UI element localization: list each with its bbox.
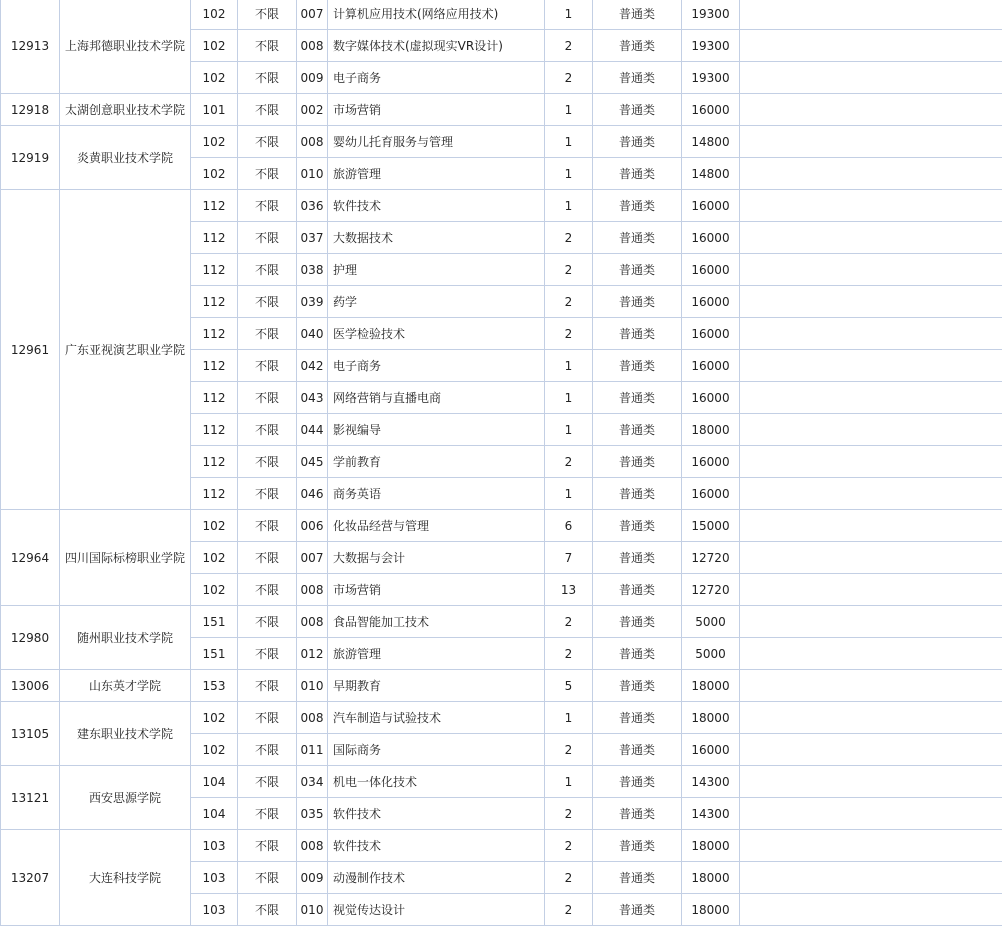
major-code-cell: 008 (297, 574, 328, 606)
major-name-cell: 婴幼儿托育服务与管理 (328, 126, 545, 158)
tuition-cell: 16000 (682, 382, 740, 414)
plan-count-cell: 1 (545, 94, 593, 126)
category-cell: 普通类 (593, 638, 682, 670)
empty-cell (740, 62, 1002, 94)
school-code-cell: 12964 (1, 510, 60, 606)
plan-count-cell: 2 (545, 222, 593, 254)
major-name-cell: 护理 (328, 254, 545, 286)
tuition-cell: 16000 (682, 350, 740, 382)
empty-cell (740, 286, 1002, 318)
category-cell: 普通类 (593, 574, 682, 606)
tuition-cell: 16000 (682, 318, 740, 350)
empty-cell (740, 318, 1002, 350)
category-cell: 普通类 (593, 0, 682, 30)
major-name-cell: 食品智能加工技术 (328, 606, 545, 638)
empty-cell (740, 894, 1002, 926)
school-code-cell: 12980 (1, 606, 60, 670)
major-name-cell: 机电一体化技术 (328, 766, 545, 798)
subject-requirement-cell: 不限 (238, 382, 297, 414)
major-name-cell: 电子商务 (328, 350, 545, 382)
school-name-cell: 广东亚视演艺职业学院 (60, 190, 191, 510)
plan-count-cell: 2 (545, 638, 593, 670)
category-cell: 普通类 (593, 414, 682, 446)
plan-count-cell: 2 (545, 446, 593, 478)
group-number-cell: 112 (191, 350, 238, 382)
major-name-cell: 医学检验技术 (328, 318, 545, 350)
plan-count-cell: 5 (545, 670, 593, 702)
group-number-cell: 112 (191, 446, 238, 478)
tuition-cell: 18000 (682, 862, 740, 894)
group-number-cell: 101 (191, 94, 238, 126)
group-number-cell: 103 (191, 830, 238, 862)
major-name-cell: 旅游管理 (328, 158, 545, 190)
major-code-cell: 007 (297, 0, 328, 30)
tuition-cell: 14300 (682, 798, 740, 830)
empty-cell (740, 222, 1002, 254)
subject-requirement-cell: 不限 (238, 30, 297, 62)
plan-count-cell: 2 (545, 830, 593, 862)
group-number-cell: 112 (191, 190, 238, 222)
category-cell: 普通类 (593, 222, 682, 254)
plan-count-cell: 1 (545, 0, 593, 30)
school-code-cell: 12913 (1, 0, 60, 94)
empty-cell (740, 862, 1002, 894)
group-number-cell: 102 (191, 30, 238, 62)
category-cell: 普通类 (593, 190, 682, 222)
major-name-cell: 化妆品经营与管理 (328, 510, 545, 542)
major-code-cell: 008 (297, 830, 328, 862)
empty-cell (740, 254, 1002, 286)
major-name-cell: 大数据与会计 (328, 542, 545, 574)
category-cell: 普通类 (593, 446, 682, 478)
empty-cell (740, 798, 1002, 830)
plan-count-cell: 2 (545, 606, 593, 638)
major-code-cell: 034 (297, 766, 328, 798)
empty-cell (740, 574, 1002, 606)
empty-cell (740, 382, 1002, 414)
plan-count-cell: 1 (545, 158, 593, 190)
category-cell: 普通类 (593, 670, 682, 702)
major-name-cell: 电子商务 (328, 62, 545, 94)
plan-count-cell: 1 (545, 702, 593, 734)
major-code-cell: 010 (297, 894, 328, 926)
major-code-cell: 010 (297, 158, 328, 190)
category-cell: 普通类 (593, 350, 682, 382)
major-code-cell: 007 (297, 542, 328, 574)
subject-requirement-cell: 不限 (238, 350, 297, 382)
table-row (1, 766, 1002, 798)
plan-count-cell: 6 (545, 510, 593, 542)
major-name-cell: 汽车制造与试验技术 (328, 702, 545, 734)
tuition-cell: 15000 (682, 510, 740, 542)
group-number-cell: 103 (191, 862, 238, 894)
major-code-cell: 002 (297, 94, 328, 126)
major-code-cell: 035 (297, 798, 328, 830)
major-name-cell: 市场营销 (328, 574, 545, 606)
table-row (1, 0, 1002, 30)
tuition-cell: 16000 (682, 286, 740, 318)
empty-cell (740, 830, 1002, 862)
category-cell: 普通类 (593, 862, 682, 894)
group-number-cell: 112 (191, 382, 238, 414)
major-code-cell: 046 (297, 478, 328, 510)
subject-requirement-cell: 不限 (238, 766, 297, 798)
major-name-cell: 药学 (328, 286, 545, 318)
major-name-cell: 软件技术 (328, 798, 545, 830)
category-cell: 普通类 (593, 158, 682, 190)
subject-requirement-cell: 不限 (238, 222, 297, 254)
plan-count-cell: 13 (545, 574, 593, 606)
empty-cell (740, 606, 1002, 638)
tuition-cell: 16000 (682, 94, 740, 126)
subject-requirement-cell: 不限 (238, 542, 297, 574)
major-code-cell: 008 (297, 606, 328, 638)
plan-count-cell: 2 (545, 62, 593, 94)
subject-requirement-cell: 不限 (238, 606, 297, 638)
major-code-cell: 039 (297, 286, 328, 318)
subject-requirement-cell: 不限 (238, 0, 297, 30)
major-code-cell: 043 (297, 382, 328, 414)
group-number-cell: 102 (191, 542, 238, 574)
subject-requirement-cell: 不限 (238, 414, 297, 446)
subject-requirement-cell: 不限 (238, 734, 297, 766)
major-name-cell: 数字媒体技术(虚拟现实VR设计) (328, 30, 545, 62)
major-code-cell: 008 (297, 30, 328, 62)
group-number-cell: 153 (191, 670, 238, 702)
category-cell: 普通类 (593, 478, 682, 510)
group-number-cell: 112 (191, 254, 238, 286)
school-name-cell: 太湖创意职业技术学院 (60, 94, 191, 126)
category-cell: 普通类 (593, 94, 682, 126)
empty-cell (740, 0, 1002, 30)
group-number-cell: 112 (191, 478, 238, 510)
category-cell: 普通类 (593, 286, 682, 318)
major-code-cell: 036 (297, 190, 328, 222)
subject-requirement-cell: 不限 (238, 894, 297, 926)
category-cell: 普通类 (593, 126, 682, 158)
major-code-cell: 009 (297, 862, 328, 894)
major-name-cell: 影视编导 (328, 414, 545, 446)
tuition-cell: 18000 (682, 830, 740, 862)
plan-count-cell: 2 (545, 734, 593, 766)
empty-cell (740, 510, 1002, 542)
major-code-cell: 045 (297, 446, 328, 478)
tuition-cell: 12720 (682, 574, 740, 606)
category-cell: 普通类 (593, 894, 682, 926)
subject-requirement-cell: 不限 (238, 670, 297, 702)
empty-cell (740, 670, 1002, 702)
major-name-cell: 商务英语 (328, 478, 545, 510)
category-cell: 普通类 (593, 702, 682, 734)
group-number-cell: 104 (191, 766, 238, 798)
group-number-cell: 102 (191, 0, 238, 30)
major-name-cell: 市场营销 (328, 94, 545, 126)
tuition-cell: 16000 (682, 478, 740, 510)
school-name-cell: 随州职业技术学院 (60, 606, 191, 670)
category-cell: 普通类 (593, 830, 682, 862)
empty-cell (740, 414, 1002, 446)
group-number-cell: 151 (191, 638, 238, 670)
major-name-cell: 旅游管理 (328, 638, 545, 670)
empty-cell (740, 350, 1002, 382)
school-name-cell: 上海邦德职业技术学院 (60, 0, 191, 94)
empty-cell (740, 702, 1002, 734)
major-code-cell: 011 (297, 734, 328, 766)
table-row (1, 510, 1002, 542)
category-cell: 普通类 (593, 30, 682, 62)
empty-cell (740, 446, 1002, 478)
group-number-cell: 102 (191, 158, 238, 190)
category-cell: 普通类 (593, 766, 682, 798)
tuition-cell: 14800 (682, 126, 740, 158)
school-code-cell: 12919 (1, 126, 60, 190)
tuition-cell: 5000 (682, 606, 740, 638)
major-code-cell: 042 (297, 350, 328, 382)
category-cell: 普通类 (593, 254, 682, 286)
school-name-cell: 建东职业技术学院 (60, 702, 191, 766)
empty-cell (740, 766, 1002, 798)
subject-requirement-cell: 不限 (238, 510, 297, 542)
major-name-cell: 学前教育 (328, 446, 545, 478)
table-row (1, 670, 1002, 702)
major-code-cell: 008 (297, 126, 328, 158)
group-number-cell: 102 (191, 574, 238, 606)
category-cell: 普通类 (593, 798, 682, 830)
major-code-cell: 006 (297, 510, 328, 542)
school-code-cell: 13006 (1, 670, 60, 702)
group-number-cell: 151 (191, 606, 238, 638)
group-number-cell: 102 (191, 126, 238, 158)
plan-count-cell: 2 (545, 286, 593, 318)
group-number-cell: 102 (191, 702, 238, 734)
school-name-cell: 四川国际标榜职业学院 (60, 510, 191, 606)
major-code-cell: 009 (297, 62, 328, 94)
tuition-cell: 16000 (682, 446, 740, 478)
tuition-cell: 19300 (682, 30, 740, 62)
tuition-cell: 5000 (682, 638, 740, 670)
group-number-cell: 103 (191, 894, 238, 926)
category-cell: 普通类 (593, 62, 682, 94)
major-name-cell: 软件技术 (328, 190, 545, 222)
major-name-cell: 早期教育 (328, 670, 545, 702)
subject-requirement-cell: 不限 (238, 126, 297, 158)
school-name-cell: 炎黄职业技术学院 (60, 126, 191, 190)
table-row (1, 126, 1002, 158)
plan-count-cell: 1 (545, 350, 593, 382)
school-code-cell: 13207 (1, 830, 60, 926)
tuition-cell: 12720 (682, 542, 740, 574)
table-row (1, 94, 1002, 126)
empty-cell (740, 126, 1002, 158)
major-name-cell: 计算机应用技术(网络应用技术) (328, 0, 545, 30)
group-number-cell: 102 (191, 62, 238, 94)
tuition-cell: 16000 (682, 734, 740, 766)
group-number-cell: 112 (191, 286, 238, 318)
tuition-cell: 18000 (682, 702, 740, 734)
tuition-cell: 18000 (682, 670, 740, 702)
subject-requirement-cell: 不限 (238, 830, 297, 862)
subject-requirement-cell: 不限 (238, 158, 297, 190)
plan-count-cell: 2 (545, 798, 593, 830)
table-row (1, 190, 1002, 222)
empty-cell (740, 638, 1002, 670)
subject-requirement-cell: 不限 (238, 190, 297, 222)
major-name-cell: 视觉传达设计 (328, 894, 545, 926)
plan-count-cell: 2 (545, 30, 593, 62)
category-cell: 普通类 (593, 382, 682, 414)
category-cell: 普通类 (593, 510, 682, 542)
empty-cell (740, 478, 1002, 510)
subject-requirement-cell: 不限 (238, 286, 297, 318)
major-name-cell: 软件技术 (328, 830, 545, 862)
category-cell: 普通类 (593, 318, 682, 350)
school-name-cell: 大连科技学院 (60, 830, 191, 926)
subject-requirement-cell: 不限 (238, 574, 297, 606)
empty-cell (740, 190, 1002, 222)
major-code-cell: 040 (297, 318, 328, 350)
school-code-cell: 13121 (1, 766, 60, 830)
school-code-cell: 12961 (1, 190, 60, 510)
group-number-cell: 112 (191, 222, 238, 254)
school-code-cell: 13105 (1, 702, 60, 766)
plan-count-cell: 7 (545, 542, 593, 574)
tuition-cell: 18000 (682, 894, 740, 926)
subject-requirement-cell: 不限 (238, 94, 297, 126)
plan-count-cell: 2 (545, 318, 593, 350)
empty-cell (740, 734, 1002, 766)
subject-requirement-cell: 不限 (238, 446, 297, 478)
subject-requirement-cell: 不限 (238, 862, 297, 894)
major-name-cell: 国际商务 (328, 734, 545, 766)
subject-requirement-cell: 不限 (238, 62, 297, 94)
subject-requirement-cell: 不限 (238, 638, 297, 670)
major-code-cell: 038 (297, 254, 328, 286)
major-code-cell: 044 (297, 414, 328, 446)
subject-requirement-cell: 不限 (238, 798, 297, 830)
plan-count-cell: 1 (545, 382, 593, 414)
school-name-cell: 西安思源学院 (60, 766, 191, 830)
subject-requirement-cell: 不限 (238, 478, 297, 510)
plan-count-cell: 2 (545, 894, 593, 926)
major-code-cell: 010 (297, 670, 328, 702)
major-code-cell: 008 (297, 702, 328, 734)
category-cell: 普通类 (593, 734, 682, 766)
group-number-cell: 104 (191, 798, 238, 830)
major-code-cell: 012 (297, 638, 328, 670)
plan-count-cell: 1 (545, 478, 593, 510)
plan-count-cell: 1 (545, 190, 593, 222)
category-cell: 普通类 (593, 542, 682, 574)
tuition-cell: 16000 (682, 254, 740, 286)
school-name-cell: 山东英才学院 (60, 670, 191, 702)
table-body (1, 0, 1002, 926)
plan-count-cell: 2 (545, 254, 593, 286)
plan-count-cell: 2 (545, 862, 593, 894)
major-name-cell: 网络营销与直播电商 (328, 382, 545, 414)
tuition-cell: 14800 (682, 158, 740, 190)
subject-requirement-cell: 不限 (238, 318, 297, 350)
tuition-cell: 16000 (682, 190, 740, 222)
tuition-cell: 18000 (682, 414, 740, 446)
major-name-cell: 动漫制作技术 (328, 862, 545, 894)
group-number-cell: 102 (191, 510, 238, 542)
plan-count-cell: 1 (545, 766, 593, 798)
empty-cell (740, 542, 1002, 574)
tuition-cell: 19300 (682, 0, 740, 30)
table-row (1, 830, 1002, 862)
group-number-cell: 112 (191, 318, 238, 350)
tuition-cell: 16000 (682, 222, 740, 254)
major-name-cell: 大数据技术 (328, 222, 545, 254)
group-number-cell: 102 (191, 734, 238, 766)
empty-cell (740, 94, 1002, 126)
plan-count-cell: 1 (545, 126, 593, 158)
subject-requirement-cell: 不限 (238, 254, 297, 286)
subject-requirement-cell: 不限 (238, 702, 297, 734)
empty-cell (740, 158, 1002, 190)
table-row (1, 606, 1002, 638)
tuition-cell: 19300 (682, 62, 740, 94)
table-row (1, 702, 1002, 734)
category-cell: 普通类 (593, 606, 682, 638)
group-number-cell: 112 (191, 414, 238, 446)
tuition-cell: 14300 (682, 766, 740, 798)
empty-cell (740, 30, 1002, 62)
plan-count-cell: 1 (545, 414, 593, 446)
school-code-cell: 12918 (1, 94, 60, 126)
major-code-cell: 037 (297, 222, 328, 254)
